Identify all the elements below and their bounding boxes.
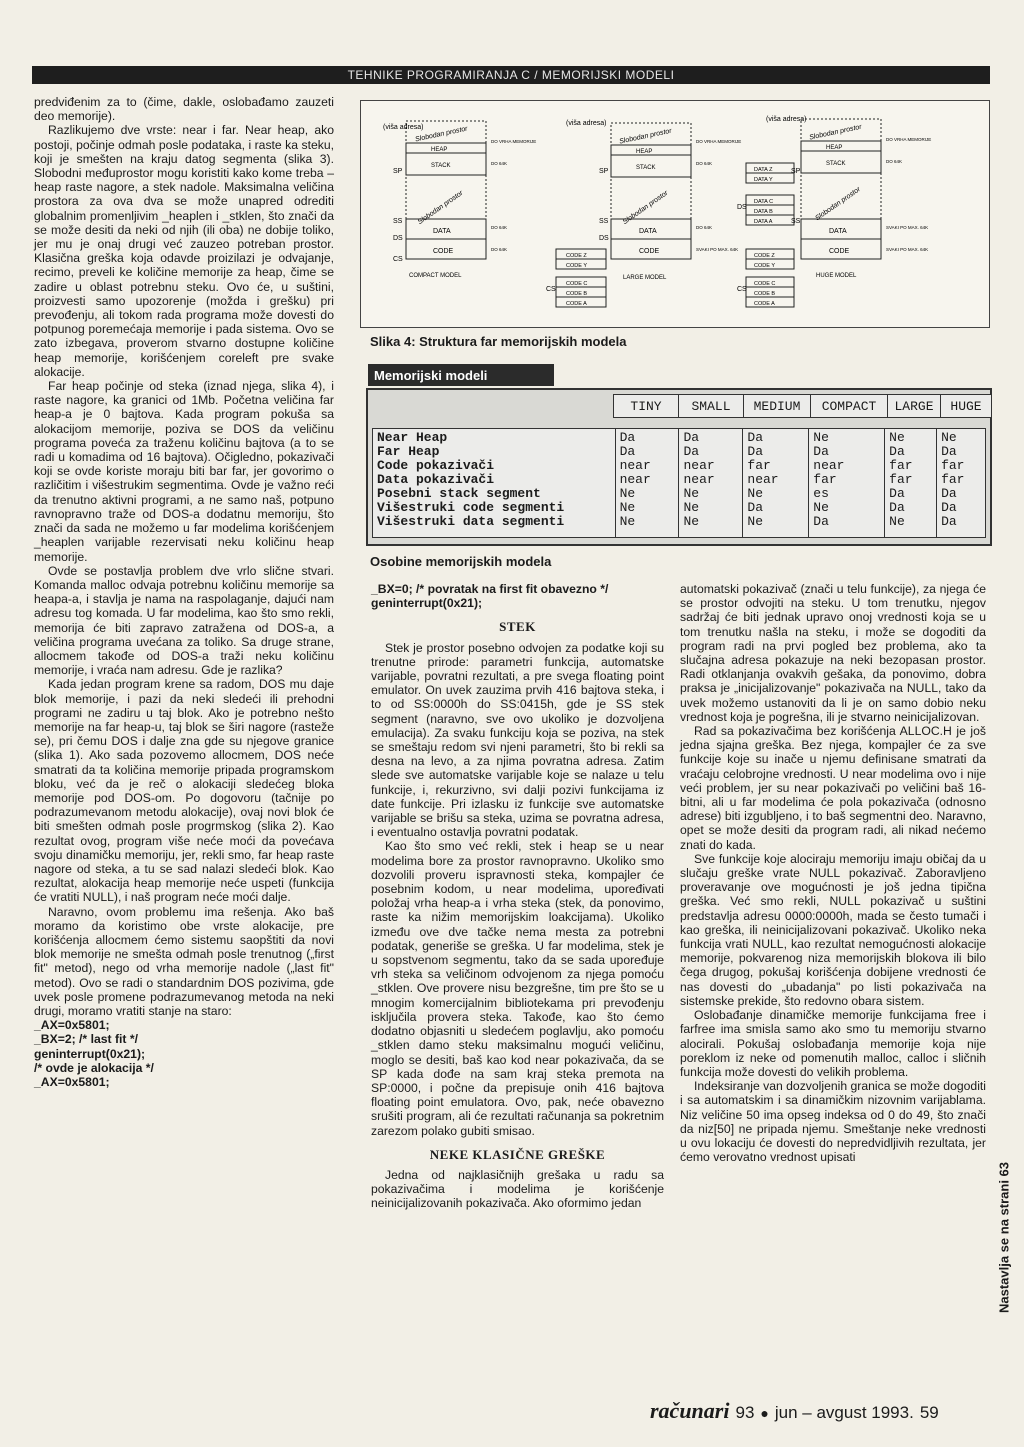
table-cell: Ne — [683, 514, 700, 529]
column-header: COMPACT — [810, 394, 888, 418]
register-label: SS — [393, 218, 403, 225]
free-space-label: Slobodan prostor — [621, 189, 670, 226]
free-space-label: Slobodan prostor — [414, 125, 469, 144]
paragraph: predviđenim za to (čime, dakle, oslobađamo zauzeti deo memorije). — [34, 95, 334, 124]
row-name: Code pokazivači — [377, 458, 495, 473]
register-label: CS — [737, 286, 747, 293]
table-cell: Da — [941, 486, 957, 501]
article-column-3 — [680, 582, 986, 1164]
model-label: COMPACT MODEL — [409, 273, 462, 279]
table-body — [372, 428, 986, 538]
table-cell: Ne — [889, 514, 905, 529]
register-label: SP — [791, 168, 801, 175]
table-cell: far — [747, 458, 771, 473]
table-cell: near — [747, 472, 779, 487]
data-segment-label: DATA Z — [754, 167, 773, 173]
high-address-label: (viša adresa) — [566, 120, 607, 127]
data-segment-label: DATA A — [754, 219, 773, 225]
table-title: Memorijski modeli — [368, 364, 554, 386]
table-cell: far — [889, 472, 913, 487]
code-segment-label: CODE — [433, 248, 454, 255]
memory-models-table — [366, 388, 992, 546]
register-label: DS — [393, 235, 403, 242]
table-cell: near — [813, 458, 845, 473]
bullet-icon: ● — [760, 1405, 769, 1421]
table-cell: far — [941, 458, 965, 473]
issue-date: jun – avgust 1993. — [774, 1403, 914, 1422]
small-column — [679, 429, 743, 537]
table-cell: Ne — [747, 514, 763, 529]
paragraph: Razlikujemo dve vrste: near i far. Near heap, ako postoji, počinje odmah posle podataka, i raste ka steku, koji je smešten na kraju datog segmenta (slika 3). Slobodni međuprostor mogu koristiti kako kome treba – heap raste nagore, a stek nadole. Maksimalna veličina prostora za ova dva se može unapred odrediti globalnim promenljivim _heaplen i _stklen, što znači da se može desiti da neki od njih (ili oba) ne dobije toliko, jer mu je onaj drugi već zauzeo potreban prostor. Klasična greška koja odavde proizilazi je odvajanje, recimo, preveli ke količine memorije za heap, čime se zadire u oblast potrebnu steku. Ovo će, u suštini, proizvesti samo upozorenje (možda i grešku) pri prevođenju, ali tokom rada programa može dovesti do potpunog poremećaja memorije i pada sistema. Ovo se zato izbegava, proverom stvarno dostupne količine heap memorije, korišćenjem coreleft pre svake alokacije. — [34, 123, 334, 379]
large-column — [885, 429, 937, 537]
code-segment-label: CODE C — [754, 281, 776, 287]
row-name: Data pokazivači — [377, 472, 495, 487]
table-cell: Da — [813, 514, 829, 529]
magazine-logo: računari — [650, 1398, 730, 1423]
table-cell: Ne — [619, 514, 636, 529]
code-segment-label: CODE Z — [754, 253, 775, 259]
code-segment-label: CODE — [639, 248, 660, 255]
article-column-2 — [371, 582, 664, 1211]
issue-number: 93 — [735, 1403, 755, 1422]
table-cell: Ne — [813, 500, 829, 515]
data-segment-label: DATA — [433, 228, 451, 235]
table-cell: Da — [941, 514, 957, 529]
compact-column — [809, 429, 885, 537]
code-segment-label: CODE Z — [566, 253, 587, 259]
stack-label: STACK — [636, 165, 656, 171]
code-line: _BX=0; /* povratak na first fit obavezno */ — [371, 582, 609, 596]
table-cell: far — [941, 472, 965, 487]
size-note: DO 64K — [491, 247, 508, 252]
table-cell: Da — [747, 444, 763, 459]
register-label: SP — [599, 168, 609, 175]
table-cell: Da — [889, 444, 905, 459]
data-segment-label: DATA Y — [754, 177, 773, 183]
table-cell: Da — [889, 486, 905, 501]
code-line: geninterrupt(0x21); — [371, 596, 483, 611]
register-label: SS — [791, 218, 801, 225]
register-label: CS — [393, 256, 403, 263]
row-name: Višestruki data segmenti — [377, 514, 565, 529]
data-segment-label: DATA — [639, 228, 657, 235]
medium-column — [743, 429, 809, 537]
data-segment-label: DATA B — [754, 209, 773, 215]
free-space-label: Slobodan prostor — [814, 185, 862, 223]
code-segment-label: CODE Y — [566, 263, 587, 269]
size-note: DO VRHA MEMORIJE — [886, 137, 932, 142]
table-cell: Da — [683, 444, 700, 459]
table-cell: Ne — [813, 430, 829, 445]
paragraph: Ovde se postavlja problem dve vrlo slične stvari. Komanda malloc odvaja potrebnu količinu memorije sa heapa-a, i stavlja je nama na raspolaganje, dajući nam adresu tog komada. U far modelima, kao što smo rekli, memorija će biti zapravo zatražena od DOS-a, a veličina programa uvećana za toliko. Sa druge strane, allocmem takođe od DOS-a traži neku količinu memorije, i vraća nam adresu. Gde je razlika? — [34, 563, 334, 678]
paragraph: Oslobađanje dinamičke memorije funkcijama free i farfree ima smisla samo ako smo tu memoriju stvarno alocirali. Pokušaj oslobađanja memorije koja nije poreklom iz neke od pomenutih malloc, calloc i sličnih funkcija može dovesti do velikih problema. — [680, 1008, 986, 1079]
table-cell: Ne — [941, 430, 957, 445]
huge-model-diagram — [737, 116, 931, 307]
column-header: LARGE — [887, 394, 941, 418]
size-note: SVAKI PO MAX. 64K — [696, 247, 739, 252]
table-cell: near — [683, 472, 715, 487]
size-note: DO 64K — [491, 225, 508, 230]
free-space-label: Slobodan prostor — [618, 127, 673, 146]
code-line: _AX=0x5801; — [34, 1075, 110, 1090]
row-name: Višestruki code segmenti — [377, 500, 565, 515]
high-address-label: (viša adresa) — [383, 124, 424, 131]
table-cell: Ne — [619, 500, 636, 515]
table-cell: Ne — [747, 486, 763, 501]
code-line: _AX=0x5801; — [34, 1018, 110, 1033]
code-segment-label: CODE B — [566, 291, 588, 297]
row-name: Far Heap — [377, 444, 440, 459]
heap-label: HEAP — [636, 149, 653, 155]
column-header: TINY — [613, 394, 679, 418]
table-cell: Da — [941, 444, 957, 459]
paragraph: Kao što smo već rekli, stek i heap se u near modelima bore za prostor ravnopravno. Ukoliko smo dozvolili proveru ispravnosti steka, kompajler će posebnim kodom, u near modelima, upoređivati položaj vrha heap-a i vrha steka (stek, da ponovimo, raste ka nižim memorijskim loakcijama). Ukoliko između ove dve tačke nema mesta za potrebni podatak, generiše se greška. U far modelima, stek je u sopstvenom segmentu, tako da se sada upoređuje vrh steka sa veličinom odvojenom za njega pomoću _stklen. Ove provere nisu bezgrešne, tim pre što se u mnogim komercijalnim bibliotekama pri prevođenju isključila provera steka. Takođe, kao što ćemo dodatno objasniti u sledećem poglavlju, ako pomoću _stklen damo steku maksimalnu mogući veličinu, moglo se desiti, baš kao kod near pokazivača, da se SP kada dođe na sam kraj steka premota na SP:0000, i počne da prepisuje onih 416 bajtova floating point emulatora. Ovo, pak, neće obavezno srušiti program, ali će rezultati računanja sa pokretnim zarezom polako gubiti smisao. — [371, 839, 664, 1138]
compact-model-diagram — [383, 121, 536, 279]
table-cell: Da — [619, 430, 636, 445]
size-note: DO 64K — [886, 159, 903, 164]
table-cell: Ne — [683, 486, 700, 501]
size-note: DO 64K — [491, 161, 508, 166]
article-column-1 — [34, 95, 334, 1089]
paragraph: Indeksiranje van dozvoljenih granica se može dogoditi i sa automatskim i sa dinamičkim nizovnim varijablama. Niz veličine 50 ima opseg indeksa od 0 do 49, što znači da niz[50] ne pripada njemu. Smeštanje neke vrednosti u ovu lokaciju će dovesti do nepredvidljivih rezultata, jer ćemo verovatno vrednost upisati — [680, 1079, 987, 1165]
register-label: DS — [737, 204, 747, 211]
free-space-label: Slobodan prostor — [808, 123, 863, 142]
register-label: CS — [546, 286, 556, 293]
section-heading-stek: STEK — [499, 619, 536, 635]
model-label: LARGE MODEL — [623, 275, 667, 281]
model-label: HUGE MODEL — [816, 273, 857, 279]
column-header: HUGE — [940, 394, 992, 418]
row-name: Near Heap — [377, 430, 448, 445]
data-segment-label: DATA C — [754, 199, 774, 205]
column-header: SMALL — [678, 394, 744, 418]
table-cell: Da — [747, 430, 763, 445]
table-cell: Da — [813, 444, 829, 459]
code-segment-label: CODE — [829, 248, 850, 255]
table-cell: far — [813, 472, 837, 487]
large-model-diagram — [546, 120, 741, 307]
paragraph: automatski pokazivač (znači u telu funkcije), za njega će se prostor odvojiti na steku. U tom trenutku, njegov sadržaj će biti jednak upravo onoj vrednosti koja se u tom trenutku našla na steku, i može se dogoditi da program radi na prvi pogled bez problema, ako ta slučajna adresa pokazuje na neki bezopasan prostor. Radi otklanjanja ovakvih gešaka, da ponovimo, dobra praksa je „inicijalizovanje" pokazivača na NULL, tako da uvek možemo ustanoviti da li je on samo dobio neku vrednost koja je pogrešna, ili je stvarno neinicijalizovan. — [680, 582, 986, 724]
paragraph: Far heap počinje od steka (iznad njega, slika 4), i raste nagore, ka granici od 1Mb. Početna veličina far heap-a je 0 bajtova. Kada program pokuša sa alokacijom memorije, poziva se DOS da veličinu programa poveća za traženu količinu bajtova (a to se radi u komadima od 16 bajtova). Očigledno, pokazivači koji se ovde koriste moraju biti bar far, jer govorimo o različitim i višestrukim segmentima. Ovde je važno reći da trenutno aktivni programi, a ne samo naš, potpuno ravnopravno traže od DOS-a dodatnu memoriju, što znači da sada ne možemo u far modelima korišćenjem _heaplen varijable rezervisati neku količinu heap memorije. — [34, 379, 334, 564]
table-cell: Ne — [619, 486, 636, 501]
paragraph: Jedna od najklasičnijh grešaka u radu sa pokazivačima i modelima je korišćenje neinicijalizovanih pokazivača. Ako oformimo jedan — [371, 1167, 664, 1211]
table-cell: Ne — [683, 500, 700, 515]
code-segment-label: CODE A — [754, 301, 775, 307]
table-cell: far — [889, 458, 913, 473]
paragraph: Rad sa pokazivačima bez korišćenja ALLOC.H je još jedna sjajna greška. Bez njega, kompajler će za sve funkcije koje su inače u njemu definisane smatrati da vraćaju celobrojne vrednosti. U near modelima ovo i nije veći problem, jer su near pokazivači po veličini baš 16-bitni, ali u far modelima će pola pokazivača (odnosno adrese) biti izgubljeno, i to baš segmentni deo. Naravno, opet se može desiti da program radi, ali nikad nećemo znati do kada. — [680, 724, 986, 852]
table-cell: Da — [619, 444, 636, 459]
size-note: SVAKI PO MAX. 64K — [886, 247, 929, 252]
tiny-column — [616, 429, 680, 537]
size-note: DO VRHA MEMORIJE — [491, 139, 537, 144]
code-line: geninterrupt(0x21); — [34, 1046, 146, 1061]
paragraph: Kada jedan program krene sa radom, DOS mu daje blok memorije, i pazi da neki sledeći ili prehodni programi ne zadiru u taj blok. Ako je potrebno nešto memorije na far heap-u, taj blok se širi nagore (rasteže se), pri čemu DOS i dalje zna gde su njegove granice (slika 1). Ako sada pozovemo allocmem, DOS neće smatrati da ta količina memorije pripada programskom bloku, već da je reč o alokaciji sledećeg bloka memorije pod DOS-om. Po dogovoru (tačnije po podrazumevanom metodu alokacije), ovaj novi blok će biti smešten odmah posle progrmskog (slika 2). Kao rezultat ovog, program više neće moći da povećava svoju dinamičku memoriju, jer, rekli smo, far heap raste nagore od steka, a tu se sad nalazi sledeći blok. Kao rezultat, alokacija heap memorije neće uspeti (funkcija će vratiti NULL), i naš program neće moći dalje. — [34, 677, 334, 905]
free-space-label: Slobodan prostor — [416, 189, 465, 226]
code-line: _BX=2; /* last fit */ — [34, 1032, 138, 1047]
continuation-note — [994, 1160, 1014, 1320]
code-segment-label: CODE Y — [754, 263, 775, 269]
table-cell: Da — [683, 430, 700, 445]
continuation-text: Nastavlja se na strani 63 — [996, 1161, 1012, 1314]
header-band — [32, 66, 990, 84]
table-header — [614, 394, 992, 418]
register-label: SP — [393, 168, 403, 175]
size-note: DO 64K — [696, 161, 713, 166]
section-heading-greske: NEKE KLASIČNE GREŠKE — [429, 1146, 606, 1162]
code-line: /* ovde je alokacija */ — [34, 1060, 154, 1075]
size-note: DO 64K — [696, 225, 713, 230]
data-segment-label: DATA — [829, 228, 847, 235]
page-number: 59 — [919, 1403, 939, 1422]
code-segment-label: CODE B — [754, 291, 776, 297]
table-cell: near — [683, 458, 715, 473]
register-label: SS — [599, 218, 609, 225]
stack-label: STACK — [826, 161, 846, 167]
table-cell: near — [619, 458, 651, 473]
table-cell: Da — [941, 500, 957, 515]
high-address-label: (viša adresa) — [766, 116, 807, 123]
code-segment-label: CODE A — [566, 301, 587, 307]
figure-caption: Slika 4: Struktura far memorijskih modela — [370, 334, 627, 349]
heap-label: HEAP — [826, 145, 843, 151]
table-caption: Osobine memorijskih modela — [370, 554, 552, 569]
section-title: TEHNIKE PROGRAMIRANJA C / MEMORIJSKI MODELI — [347, 68, 675, 82]
table-cell: near — [619, 472, 651, 487]
heap-label: HEAP — [431, 147, 448, 153]
size-note: SVAKI PO MAX. 64K — [886, 225, 929, 230]
stack-label: STACK — [431, 163, 451, 169]
table-cell: es — [813, 486, 829, 501]
table-cell: Ne — [889, 430, 905, 445]
code-segment-label: CODE C — [566, 281, 588, 287]
register-label: DS — [599, 235, 609, 242]
paragraph: Naravno, ovom problemu ima rešenja. Ako baš moramo da koristimo obe vrste alokacije, pre korišćenja allocmem ćemo sistemu saopštiti da novi blok memorije ne smešta odmah posle trenutnog („first fit" metod), nego od vrha memorije nadole („last fit" metod). Ovo se radi o standardnim DOS pozivima, gde uvek posle promene podrazumevanog metoda na neki drugi, moramo vratiti stanje na staro: — [34, 904, 334, 1018]
page-footer — [650, 1398, 939, 1424]
row-names-column — [373, 429, 616, 537]
paragraph: Sve funkcije koje alociraju memoriju imaju običaj da u slučaju greške vrate NULL pokazivač. Zaboravljeno proveravanje ove mogućnosti je još jedna tipična greška. Već smo rekli, NULL pokazivač u suštini predstavlja adresu 0000:0000h, mada se često tumači i kao greška, ili neinicijalizovani pokazivač. Ukoliko neka funkcija vrati NULL, kao rezultat nemogućnosti alokacije memorije, pokvarenog niza memorijskih blokova ili bilo čega drugog, pokušaj korišćenja dobijene vrednosti će nas dovesti do „ubadanja" po listi pokazivača na sistemske prekide, što redovno obara sistem. — [680, 851, 986, 1008]
memory-model-figure — [360, 100, 990, 328]
column-header: MEDIUM — [743, 394, 811, 418]
size-note: DO VRHA MEMORIJE — [696, 139, 742, 144]
huge-column — [937, 429, 985, 537]
table-cell: Da — [747, 500, 763, 515]
paragraph: Stek je prostor posebno odvojen za podatke koji su trenutne prirode: parametri funkcija, automatske varijable, povratni rezultati, a pre svega floating point emulator. On uvek zauzima prvih 416 bajtova steka, i to od SS:0000h do SS:0415h, gde je SS stek segment (naravno, sve ovo ukoliko je dozvoljena emulacija). Za svaku funkciju koja se poziva, na stek se smeštaju redom svi njeni parametri, što bi rekli sa desna na levo, a za njima povratna adresa. Zatim slede sve automatske varijable koje se nalaze u telu funkcije, i, rekurzivno, svi dalji pozivi funkcijama iz date funkcije. Pri izlasku iz funkcije sve automatske varijable se brišu sa steka, uzima se povratna adresa, i eventualno ostavlja povratni podatak. — [371, 640, 664, 840]
row-name: Posebni stack segment — [377, 486, 541, 501]
table-cell: Da — [889, 500, 905, 515]
